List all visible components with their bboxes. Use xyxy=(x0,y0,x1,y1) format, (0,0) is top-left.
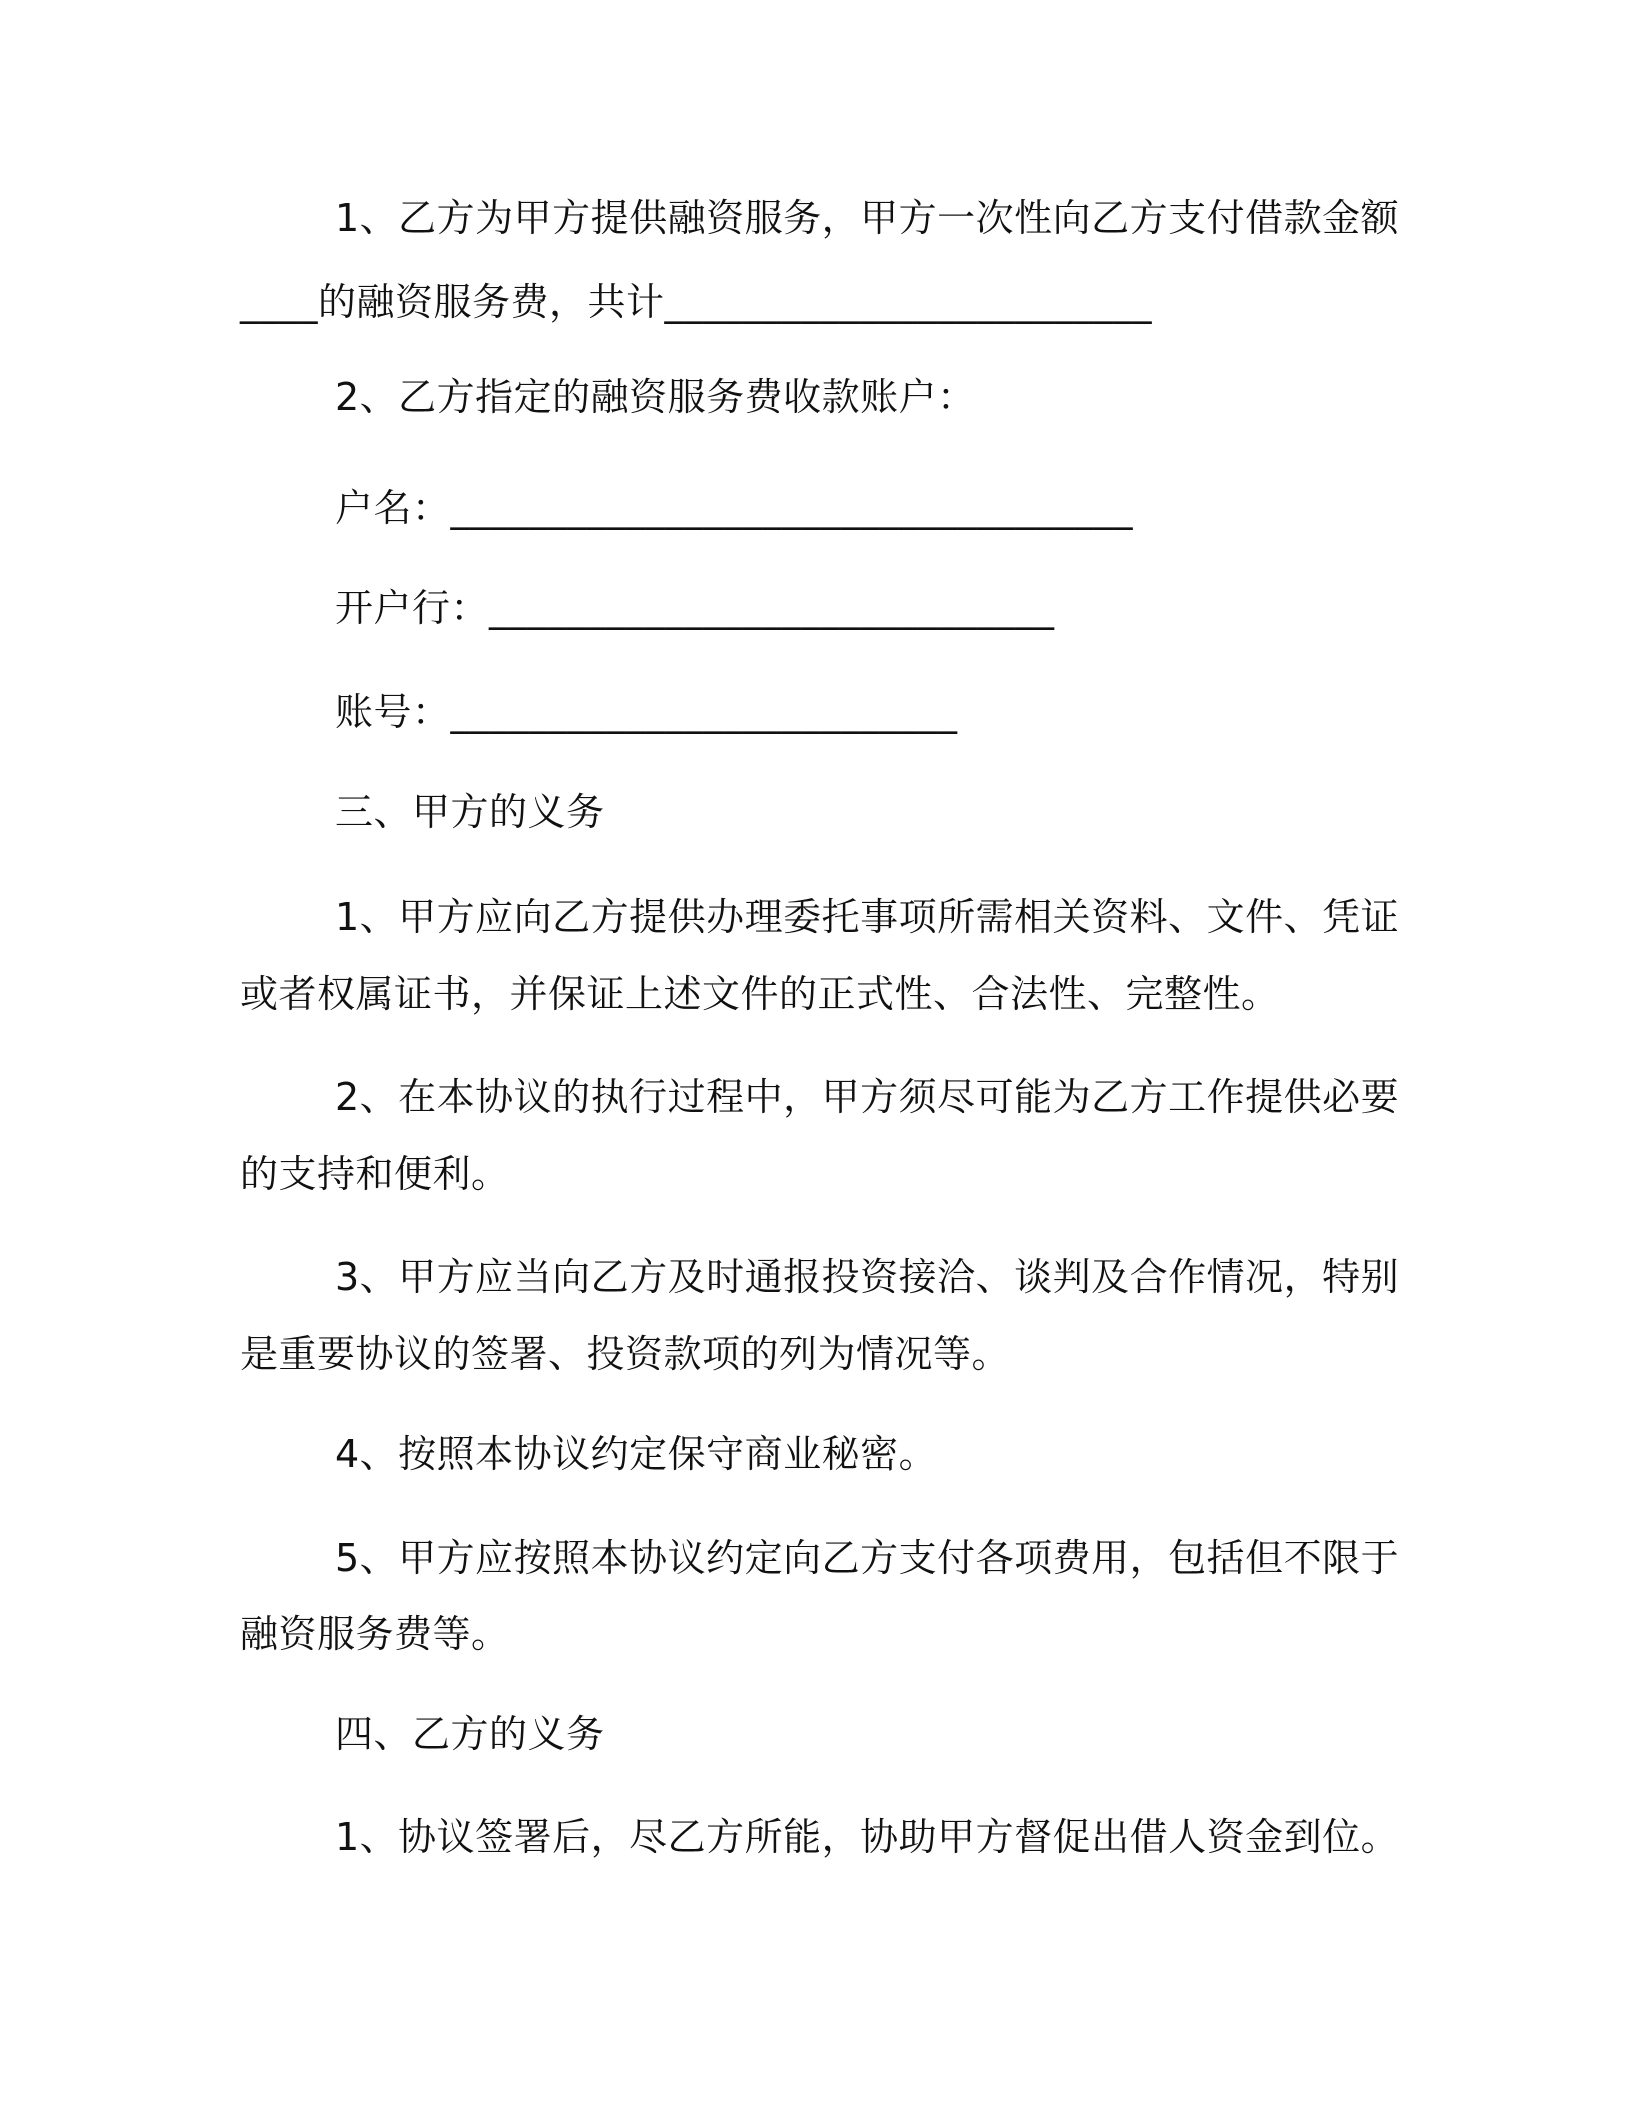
party-a-obligation-3-line-2: 是重要协议的签署、投资款项的列为情况等。 xyxy=(240,1332,1011,1376)
section-heading-party-a-obligations: 三、甲方的义务 xyxy=(335,790,605,834)
account-name-line: 户名：___________________________________ xyxy=(335,486,1134,530)
party-a-obligation-4: 4、按照本协议约定保守商业秘密。 xyxy=(335,1432,938,1476)
party-b-obligation-1: 1、协议签署后，尽乙方所能，协助甲方督促出借人资金到位。 xyxy=(335,1815,1400,1859)
party-a-obligation-1-line-2: 或者权属证书，并保证上述文件的正式性、合法性、完整性。 xyxy=(240,972,1280,1016)
fee-clause-line-2: ____的融资服务费，共计_________________________ xyxy=(240,280,1153,324)
section-heading-party-b-obligations: 四、乙方的义务 xyxy=(335,1712,605,1756)
party-a-obligation-5-line-2: 融资服务费等。 xyxy=(240,1612,510,1656)
party-a-obligation-2-line-1: 2、在本协议的执行过程中，甲方须尽可能为乙方工作提供必要 xyxy=(335,1075,1400,1119)
party-a-obligation-3-line-1: 3、甲方应当向乙方及时通报投资接洽、谈判及合作情况，特别 xyxy=(335,1255,1400,1299)
account-clause-heading: 2、乙方指定的融资服务费收款账户： xyxy=(335,375,976,419)
party-a-obligation-5-line-1: 5、甲方应按照本协议约定向乙方支付各项费用，包括但不限于 xyxy=(335,1536,1400,1580)
fee-clause-line-1: 1、乙方为甲方提供融资服务，甲方一次性向乙方支付借款金额 xyxy=(335,196,1400,240)
bank-line: 开户行：_____________________________ xyxy=(335,586,1055,630)
party-a-obligation-1-line-1: 1、甲方应向乙方提供办理委托事项所需相关资料、文件、凭证 xyxy=(335,895,1400,939)
account-number-line: 账号：__________________________ xyxy=(335,690,958,734)
party-a-obligation-2-line-2: 的支持和便利。 xyxy=(240,1152,510,1196)
